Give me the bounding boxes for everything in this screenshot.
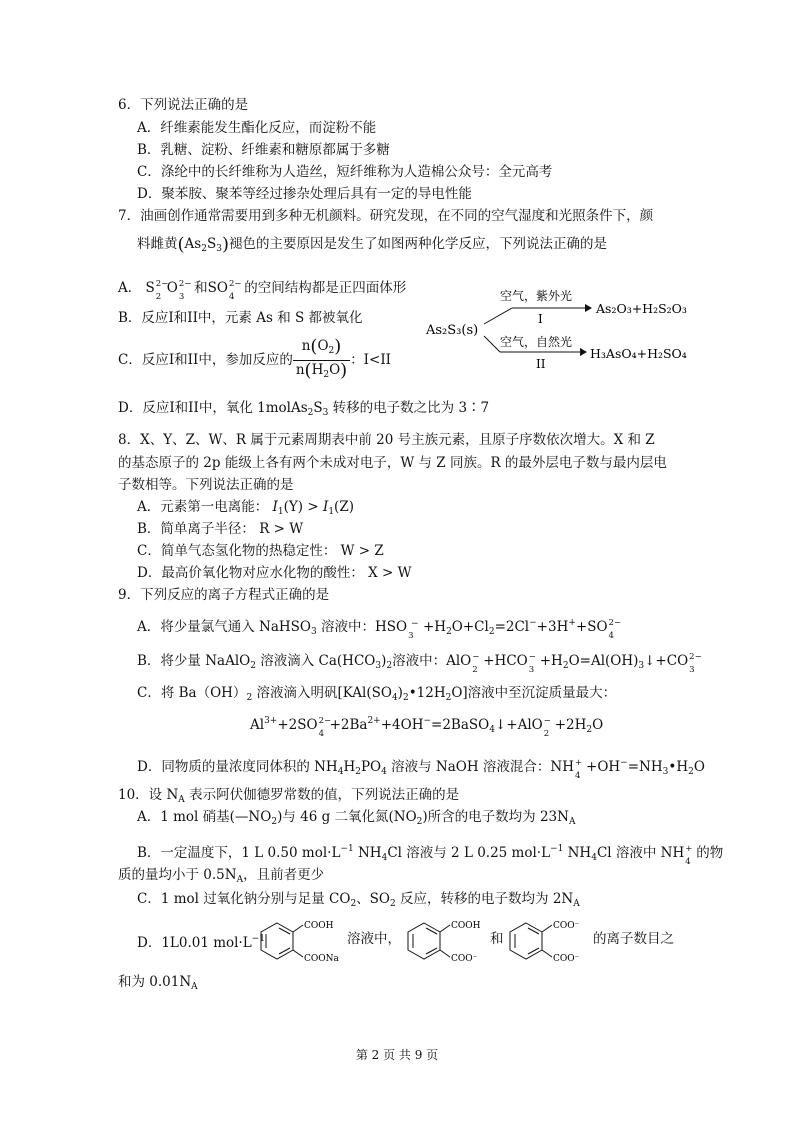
q7-reaction-scheme <box>420 280 690 380</box>
scheme-top-product: As₂O₃+H₂S₂O₃ <box>596 301 687 316</box>
q6-option-b: B．乳糖、淀粉、纤维素和糖原都属于多糖 <box>137 142 390 158</box>
q6-option-c: C．涤纶中的长纤维称为人造丝，短纤维称为人造棉公众号：全元高考 <box>137 164 553 180</box>
scheme-top-condition: 空气，紫外光 <box>500 289 573 303</box>
q6-stem: 6．下列说法正确的是 <box>118 97 249 113</box>
q8-option-a: A．元素第一电离能： $I_1(Y) > I_1(Z)$ <box>137 499 354 517</box>
q9-option-d: D．同物质的量浓度同体积的 $NH_4H_2PO_4$ 溶液与 NaOH 溶液混合：NH + 4 $+OH^-=NH_3•H_2O$ <box>137 757 705 781</box>
scheme-bottom-condition: 空气，自然光 <box>500 335 573 349</box>
q6-option-d: D．聚苯胺、聚苯等经过掺杂处理后具有一定的导电性能 <box>137 186 472 202</box>
svg-text:COO⁻: COO⁻ <box>553 921 580 931</box>
q7-option-a: A． S 2− 2 O 2− 3 和SO 2− 4 的空间结构都是正四面体形 <box>118 278 407 302</box>
q8-stem-line3: 子数相等。下列说法正确的是 <box>118 477 294 493</box>
q9-option-c: C．将 $Ba(OH)_2$ 溶液滴入明矾$[KAl(SO_4)_2•12H_2O]$溶液中至沉淀质量最大： <box>137 685 617 703</box>
svg-text:COO⁻: COO⁻ <box>451 954 478 964</box>
q10-option-b-line2: 质的量均小于 $0.5N_A$，且前者更少 <box>118 867 325 885</box>
q10-option-a: A．1 mol 硝基$(—NO_2)$与 46 g 二氧化氮$(NO_2)$所含的电子数均为 $23N_A$ <box>137 809 576 827</box>
q9-option-b: B．将少量 NaAlO$_2$ 溶液滴入 $Ca(HCO_3)_2$溶液中：AlO − 2 +HCO − 3 $+H_2O=Al(OH)_3↓+CO$ 2− 3 <box>137 651 702 675</box>
q7-option-d: D．反应I和II中，氧化 $1molAs_2S_3$ 转移的电子数之比为 3∶7 <box>118 400 490 418</box>
svg-text:COOH: COOH <box>304 921 334 931</box>
q8-option-d: D．最高价氧化物对应水化物的酸性： X > W <box>137 565 412 581</box>
svg-text:COO⁻: COO⁻ <box>553 954 580 964</box>
scheme-reactant: As₂S₃(s) <box>426 323 479 338</box>
q8-option-b: B．简单离子半径： R > W <box>137 521 304 537</box>
structure-hydrogen-phthalate <box>404 912 484 970</box>
structure-monosodium-phthalate <box>257 912 347 970</box>
q8-stem-line1: 8．X、Y、Z、W、R 属于元素周期表中前 20 号主族元素，且原子序数依次增大。X 和 Z <box>118 432 655 448</box>
q10-stem: 10．设 $N_A$ 表示阿伏伽德罗常数的值，下列说法正确的是 <box>118 787 460 805</box>
q7-option-c: C．反应I和II中，参加反应的 $\frac{n(O_2)}{n(H_2O)}$ ：I<II <box>118 336 391 381</box>
q9-option-a: A．将少量氯气通入 NaHSO$_3$ 溶液中：HSO 3 $^- +H_2O+Cl_2=2Cl^-+3H^++SO$ 2− 4 <box>137 617 622 641</box>
q10-option-d-mid: 溶液中， <box>347 931 401 947</box>
structure-phthalate <box>506 912 586 970</box>
q10-option-d-line2: 和为 $0.01N_A$ <box>118 974 198 992</box>
q10-option-d-and: 和 <box>490 931 504 947</box>
scheme-bottom-number: II <box>536 357 546 371</box>
scheme-top-number: I <box>538 312 543 326</box>
q10-option-d-prefix: D．1L0.01 $mol\cdot L^{-1}$ <box>137 934 266 951</box>
q6-option-a: A．纤维素能发生酯化反应，而淀粉不能 <box>137 120 377 136</box>
q8-stem-line2: 的基态原子的 2p 能级上各有两个未成对电子，W 与 Z 同族。R 的最外层电子数与最内层电 <box>118 455 667 471</box>
q9-stem: 9．下列反应的离子方程式正确的是 <box>118 587 330 603</box>
scheme-bottom-product: H₃AsO₄+H₂SO₄ <box>590 346 687 361</box>
q10-option-c: C．1 mol 过氧化钠分别与足量 $CO_2$、$SO_2$ 反应，转移的电子数均为 $2N_A$ <box>137 891 580 909</box>
page-footer: 第 2 页 共 9 页 <box>355 1048 439 1062</box>
q10-option-b-line1: B．一定温度下，1 L 0.50 $mol\cdot L^{-1}$ $NH_4Cl$ 溶液与 2 L 0.25 $mol\cdot L^{-1}$ $NH_4Cl$ 溶液中 NH + 4 的物 <box>137 843 724 867</box>
q8-option-c: C．简单气态氢化物的热稳定性： W > Z <box>137 543 384 559</box>
q9-option-c-equation: $Al^{3+}+2SO$ 2− 4 $+2Ba^{2+}+4OH^-=2BaSO_4↓+AlO$ − 2 $+2H_2O$ <box>250 715 604 739</box>
q7-stem-line1: 7．油画创作通常需要用到多种无机颜料。研究发现，在不同的空气湿度和光照条件下，颜 <box>118 208 654 224</box>
svg-text:COOH: COOH <box>451 921 481 931</box>
q7-option-b: B．反应I和II中，元素 As 和 S 都被氧化 <box>118 310 363 326</box>
svg-text:COONa: COONa <box>304 954 339 964</box>
q10-option-d-end: 的离子数目之 <box>593 931 674 947</box>
q7-stem-line2: 料雌黄$(As_2S_3)$褪色的主要原因是发生了如图两种化学反应，下列说法正确的是 <box>137 234 607 255</box>
